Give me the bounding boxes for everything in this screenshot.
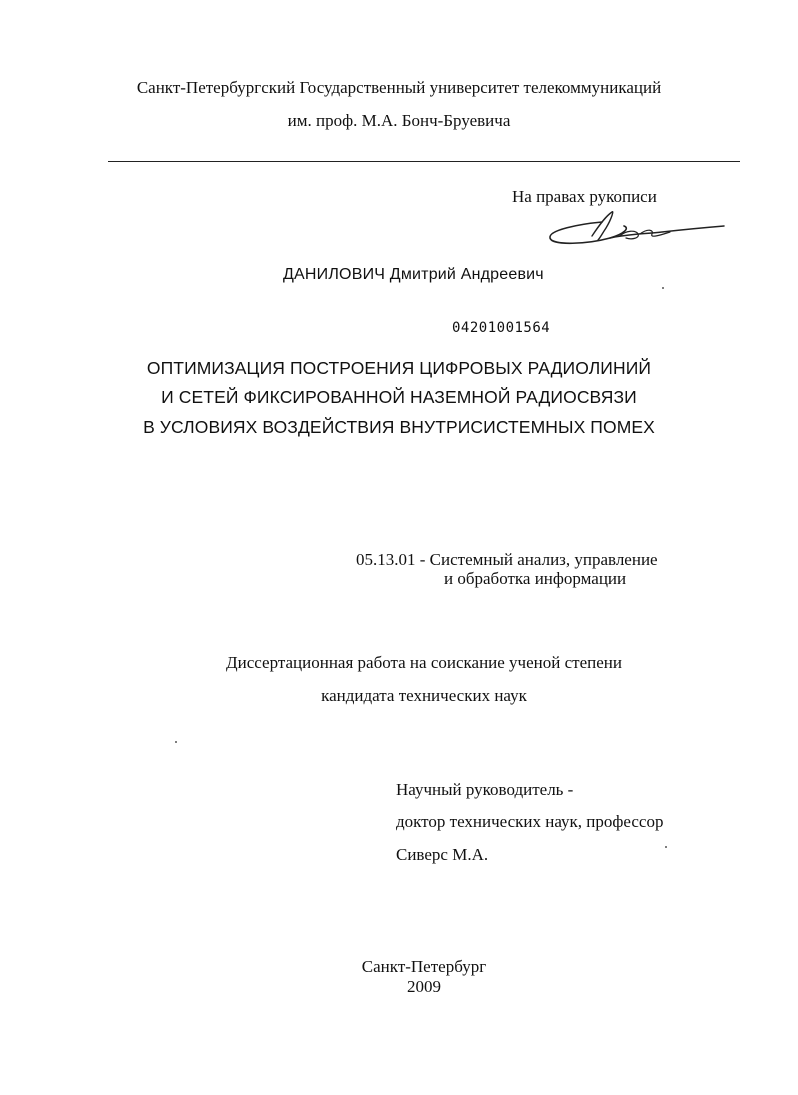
- supervisor-name: Сиверс М.А.: [396, 845, 489, 864]
- scan-speck: [665, 846, 667, 848]
- specialty-description-line: и обработка информации: [444, 569, 627, 588]
- footer-year: 2009: [407, 977, 441, 996]
- dissertation-title-line-1: ОПТИМИЗАЦИЯ ПОСТРОЕНИЯ ЦИФРОВЫХ РАДИОЛИНИЙ: [146, 358, 652, 378]
- manuscript-rights-label: На правах рукописи: [512, 187, 657, 206]
- dissertation-title-line-3: В УСЛОВИЯХ ВОЗДЕЙСТВИЯ ВНУТРИСИСТЕМНЫХ ПОМЕХ: [143, 417, 655, 437]
- supervisor-degree: доктор технических наук, профессор: [396, 812, 664, 831]
- supervisor-label: Научный руководитель -: [396, 780, 574, 799]
- specialty-code-line: 05.13.01 - Системный анализ, управление: [356, 550, 658, 569]
- university-name-line-1: Санкт-Петербургский Государственный университет телекоммуникаций: [136, 78, 662, 97]
- author-name: ДАНИЛОВИЧ Дмитрий Андреевич: [283, 266, 544, 283]
- degree-line-2: кандидата технических наук: [321, 686, 527, 705]
- registration-code: 04201001564: [452, 320, 551, 336]
- footer-city: Санкт-Петербург: [361, 957, 487, 976]
- degree-line-1: Диссертационная работа на соискание ученой степени: [226, 653, 622, 672]
- scan-speck: [662, 287, 664, 289]
- university-name-line-2: им. проф. М.А. Бонч-Бруевича: [287, 111, 511, 130]
- scan-speck: [175, 741, 177, 743]
- handwritten-signature: [540, 194, 730, 254]
- dissertation-title-line-2: И СЕТЕЙ ФИКСИРОВАННОЙ НАЗЕМНОЙ РАДИОСВЯЗИ: [161, 387, 637, 407]
- header-divider: [108, 161, 740, 162]
